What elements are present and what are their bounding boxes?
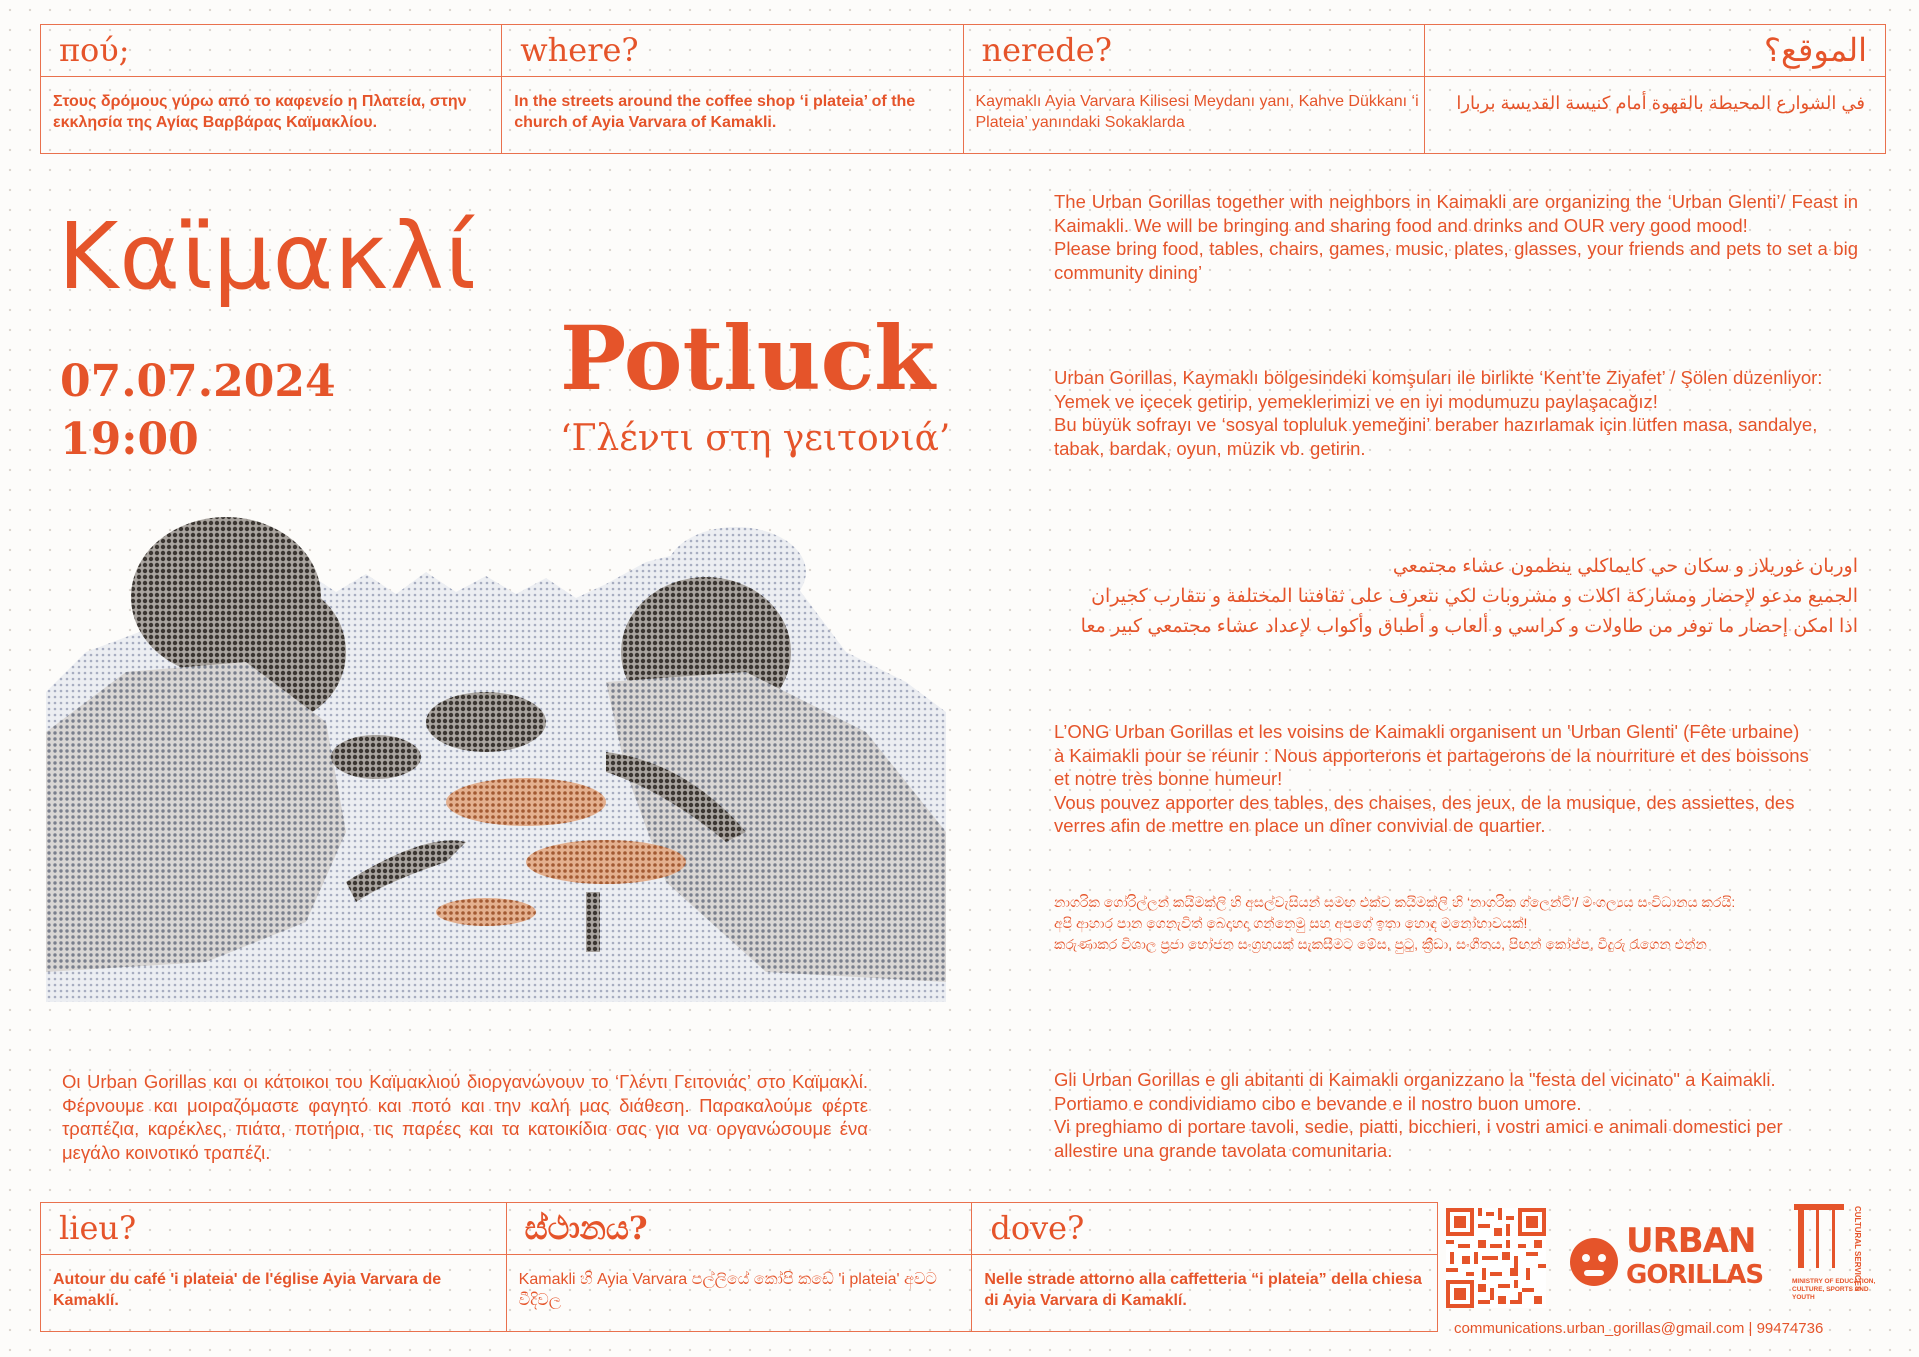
ministry-bottom-text: MINISTRY OF EDUCATION, CULTURE, SPORTS AND YOUTH bbox=[1792, 1278, 1876, 1301]
page-title: Καϊμακλί bbox=[58, 203, 478, 310]
location-cell-italian bbox=[972, 1203, 1437, 1331]
paragraph-english: The Urban Gorillas together with neighbors in Kaimakli are organizing the ‘Urban Glenti’/ Feast in Kaimakli. We will be bringing and sharing food and drinks and OUR very good mood! Please bring food, tables, chairs, games, music, plates, glasses, your friends and pets to set a big community dining’ bbox=[1054, 191, 1858, 283]
top-location-grid bbox=[40, 24, 1886, 154]
ministry-emblem-icon bbox=[1792, 1202, 1848, 1272]
event-date: 07.07.2024 bbox=[60, 356, 336, 407]
location-heading: الموقع؟ bbox=[1425, 25, 1885, 77]
location-text: في الشوارع المحيطة بالقهوة أمام كنيسة القديسة بربارا bbox=[1456, 93, 1865, 113]
location-heading: nerede? bbox=[964, 25, 1424, 77]
paragraph-sinhala: නාගරික ගෝරිල්ලන් කයිමක්ලි හි අසල්වැසියන් සමඟ එක්ව කයිමක්ලි හි ‘නාගරික ග්ලෙන්ටි’/ මංගල්‍යය සංවිධානය කරයි: අපි ආහාර පාන ගෙනැවිත් බෙදාහදා ගන්නෙමු සහ අපගේ ඉතා හොඳ මනෝභාවයක්! කරුණාකර විශාල ප්‍රජා භෝජන සංග්‍රහයක් සැකසීමට මේස, පුටු, ක්‍රීඩා, සංගීතය, පිඟන් කෝප්ප, වීදුරු රැගෙන එන්න bbox=[1054, 894, 1736, 952]
paragraph-greek: Οι Urban Gorillas και οι κάτοικοι του Καϊμακλιού διοργανώνουν το ‘Γλέντι Γειτονιάς’ στο Καϊμακλί. Φέρνουμε και μοιραζόμαστε φαγητό και ποτό και την καλή μας διάθεση. Παρακαλούμε φέρτε τραπέζια, καρέκλες, πιάτα, ποτήρια, τις παρέες και τα κατοικίδια σας για να οργανώσουμε ένα μεγάλο κοινοτικό τραπέζι. bbox=[62, 1071, 868, 1163]
logo-text-urban: URBAN bbox=[1626, 1221, 1756, 1261]
paragraph-french: L’ONG Urban Gorillas et les voisins de Kaimakli organisent un 'Urban Glenti' (Fête urbaine) à Kaimakli pour se réunir : Nous apporterons et partagerons de la nourriture et des boissons et notre très bonne humeur! Vous pouvez apporter des tables, des chaises, des jeux, de la musique, des assiettes, des verres afin de mettre en place un dîner convivial de quartier. bbox=[1054, 721, 1809, 836]
bottom-location-grid bbox=[40, 1202, 1438, 1332]
location-heading: πού; bbox=[41, 25, 501, 77]
location-text: Στους δρόμους γύρω από το καφενείο η Πλατεία, στην εκκλησία της Αγίας Βαρβάρας Καϊμακλίου. bbox=[53, 93, 467, 131]
location-text: Kamakli හි Ayia Varvara පල්ලියේ කෝපි කඩේ 'i plateia' අවට වීදිවල bbox=[518, 1271, 937, 1309]
location-cell-french bbox=[41, 1203, 507, 1331]
location-heading: where? bbox=[502, 25, 962, 77]
paragraph-arabic: اوربان غوريلاز و سكان حي كايماكلي ينظمون عشاء مجتمعي الجميع مدعو لإحضار ومشاركة اكلات و مشروبات لكي نتعرف على ثقافتنا المختلفة و نتقارب كجيران اذا امكن إحضار ما توفر من طاولات و كراسي و ألعاب و أطباق وأكواب لإعداد عشاء مجتمعي كبير معا bbox=[1080, 556, 1858, 637]
ministry-side-text: CULTURAL SERVICES bbox=[1853, 1206, 1862, 1292]
location-heading: ස්ථානය? bbox=[507, 1203, 972, 1255]
ministry-logo bbox=[1792, 1202, 1884, 1320]
location-cell-sinhala bbox=[507, 1203, 973, 1331]
event-photo bbox=[46, 502, 946, 1002]
paragraph-turkish: Urban Gorillas, Kaymaklı bölgesindeki komşuları ile birlikte ‘Kent’te Ziyafet’ / Şölen düzenliyor: Yemek ve içecek getirip, yemeklerimizi ve en iyi modumuzu paylaşacağız! Bu büyük sofrayı ve ‘sosyal topluluk yemeğini’ beraber hazırlamak için lütfen masa, sandalye, tabak, bardak, oyun, müzik vb. getirin. bbox=[1054, 367, 1823, 459]
event-name: Potluck bbox=[560, 306, 936, 410]
qr-code[interactable] bbox=[1446, 1208, 1546, 1308]
urban-gorillas-logo bbox=[1568, 1218, 1768, 1302]
location-cell-english bbox=[502, 25, 963, 153]
location-heading: lieu? bbox=[41, 1203, 506, 1255]
event-time: 19:00 bbox=[60, 414, 199, 465]
location-cell-arabic bbox=[1425, 25, 1885, 153]
location-cell-turkish bbox=[964, 25, 1425, 153]
gorilla-icon bbox=[1570, 1238, 1618, 1286]
paragraph-italian: Gli Urban Gorillas e gli abitanti di Kaimakli organizzano la "festa del vicinato" a Kaimakli. Portiamo e condividiamo cibo e bevande e il nostro buon umore. Vi preghiamo di portare tavoli, sedie, piatti, bicchieri, i vostri amici e animali domestici per allestire una grande tavolata comunitaria. bbox=[1054, 1069, 1783, 1161]
location-cell-greek bbox=[41, 25, 502, 153]
location-text: Autour du café 'i plateia' de l'église Ayia Varvara de Kamaklí. bbox=[53, 1271, 442, 1309]
event-subtitle: ‘Γλέντι στη γειτονιά’ bbox=[560, 418, 951, 459]
location-text: Nelle strade attorno alla caffetteria “i plateia” della chiesa di Ayia Varvara di Kamaklí. bbox=[984, 1271, 1422, 1309]
contact-info[interactable]: communications.urban_gorillas@gmail.com | 99474736 bbox=[1454, 1320, 1824, 1337]
location-text: Kaymaklı Ayia Varvara Kilisesi Meydanı yanı, Kahve Dükkanı ‘i Plateia’ yanındaki Sokaklarda bbox=[975, 93, 1419, 131]
location-heading: dove? bbox=[972, 1203, 1437, 1255]
location-text: In the streets around the coffee shop ‘i plateia’ of the church of Ayia Varvara of Kamakli. bbox=[514, 93, 916, 131]
logo-text-gorillas: GORILLAS bbox=[1626, 1260, 1764, 1290]
